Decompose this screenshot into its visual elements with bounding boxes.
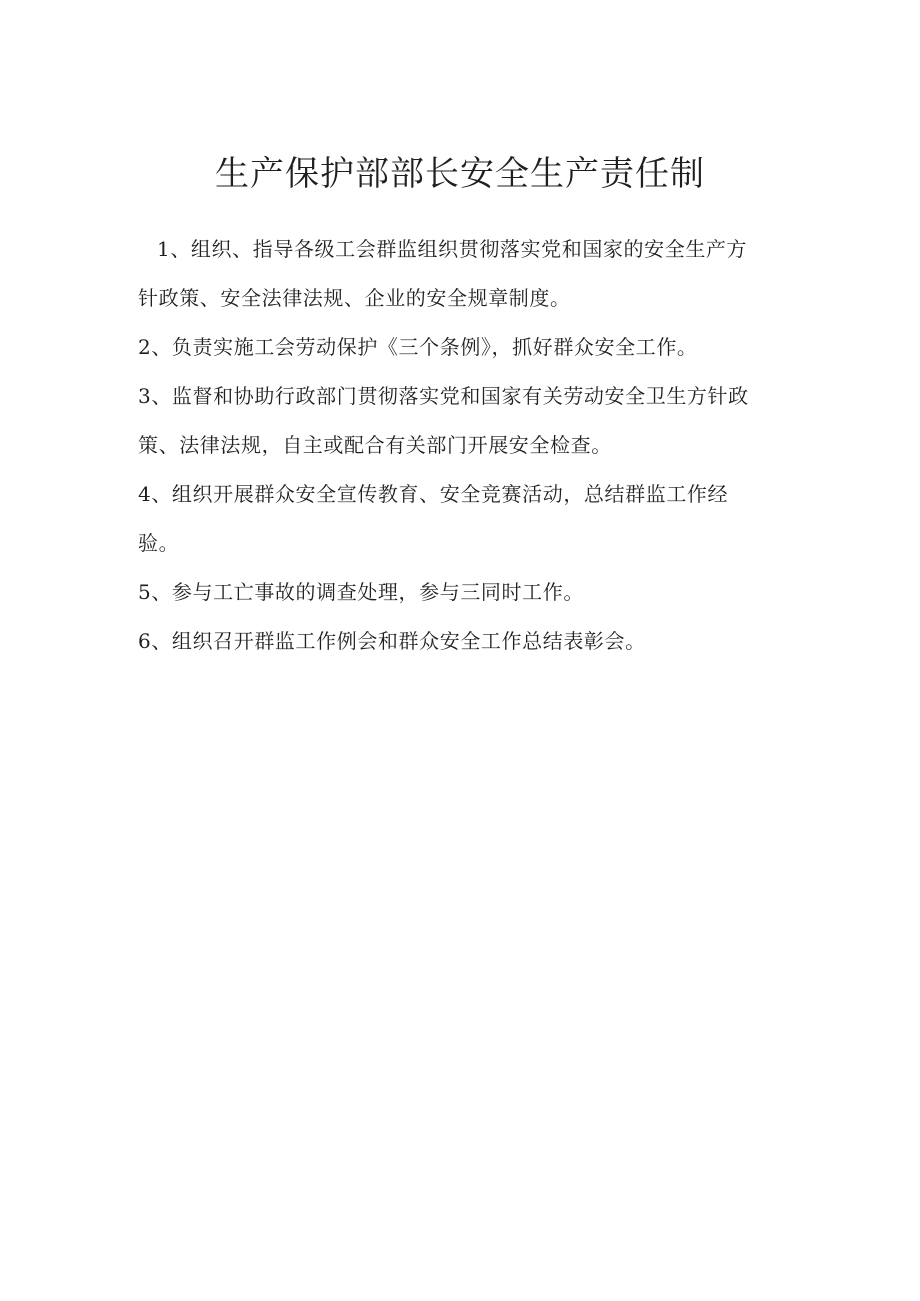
item-1-line-1: 1、组织、指导各级工会群监组织贯彻落实党和国家的安全生产方 [157,237,748,261]
item-3-line-2: 策、法律法规，自主或配合有关部门开展安全检查。 [138,433,612,457]
item-4-line-2: 验。 [138,531,180,555]
item-6-line-1: 6、组织召开群监工作例会和群众安全工作总结表彰会。 [138,629,646,653]
item-5-line-1: 5、参与工亡事故的调查处理，参与三同时工作。 [138,580,584,604]
document-title: 生产保护部部长安全生产责任制 [215,154,705,194]
item-4-line-1: 4、组织开展群众安全宣传教育、安全竞赛活动，总结群监工作经 [138,482,729,506]
item-2-line-1: 2、负责实施工会劳动保护《三个条例》，抓好群众安全工作。 [138,335,698,359]
item-3-line-1: 3、监督和协助行政部门贯彻落实党和国家有关劳动安全卫生方针政 [138,384,749,408]
item-1-line-2: 针政策、安全法律法规、企业的安全规章制度。 [138,286,571,310]
